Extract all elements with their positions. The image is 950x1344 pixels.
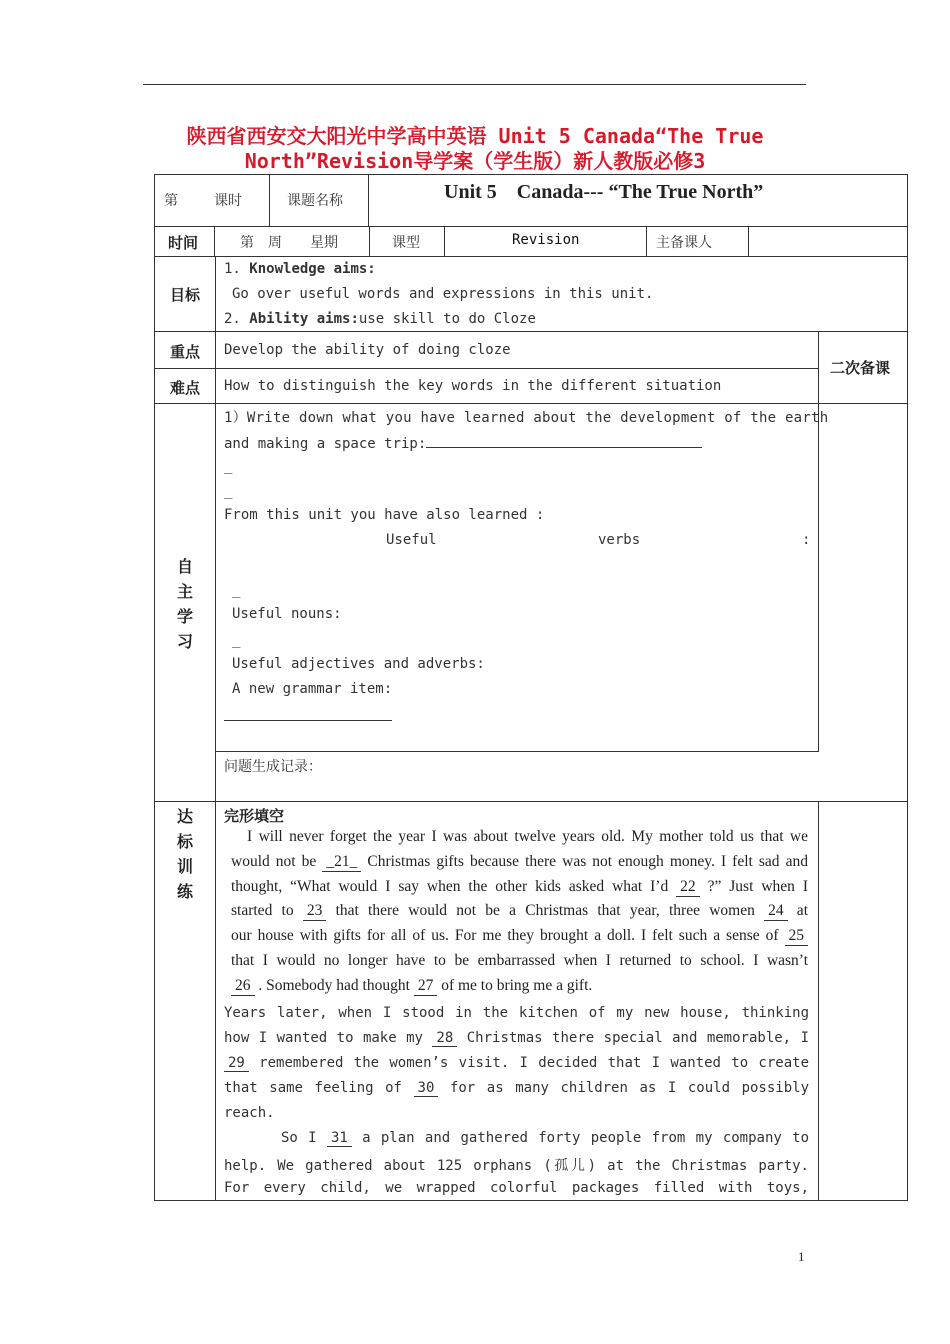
row-1 <box>154 174 908 226</box>
time-label-cell <box>154 226 215 256</box>
cloze-text: I will never forget the year I was about twelve years old. My mother told us that we <box>247 828 808 845</box>
cloze-text: help. We gathered about 125 orphans (孤儿) at the Christmas party. <box>224 1158 809 1174</box>
cloze-blank[interactable]: 30 <box>414 1080 439 1097</box>
type-cell <box>445 226 647 256</box>
cloze-line <box>224 1055 809 1080</box>
label-char: 练 <box>176 882 193 901</box>
dash-line: _ <box>224 458 233 474</box>
row-2 <box>154 226 908 256</box>
week-text: 第 周 星期 <box>240 235 338 251</box>
problem-record-label: 问题生成记录： <box>224 759 322 775</box>
cloze-text: reach. <box>224 1105 275 1121</box>
self-study-label <box>175 554 195 654</box>
cloze-text: of me to bring me a gift. <box>437 976 593 994</box>
grammar-item: A new grammar item: <box>232 681 393 697</box>
second-prep-label: 二次备课 <box>830 359 891 377</box>
goal-2-detail: use skill to do Cloze <box>358 311 536 327</box>
cloze-text: So I <box>281 1130 327 1146</box>
cloze-text: For every child, we wrapped colorful packages filled with toys, <box>224 1180 809 1196</box>
row-divider <box>154 801 908 802</box>
cloze-line <box>224 1005 809 1030</box>
dash-line: _ <box>232 632 241 648</box>
dash-line: _ <box>232 582 241 598</box>
cloze-text: how I wanted to make my <box>224 1030 433 1046</box>
difficulty-row <box>154 368 818 403</box>
goal-knowledge-detail: Go over useful words and expressions in this unit. <box>232 286 654 302</box>
goal-2-title: Ability aims: <box>249 311 359 327</box>
cloze-line <box>231 902 808 927</box>
title-line-1: 陕西省西安交大阳光中学高中英语 Unit 5 Canada“The True <box>186 124 764 148</box>
cloze-text: that I would no longer have to be embarrassed when I returned to school. I wasn’t <box>231 952 808 969</box>
cloze-line <box>224 1105 275 1121</box>
self-study-line-3: From this unit you have also learned : <box>224 507 545 523</box>
lesson-number-b: 课时 <box>214 193 242 209</box>
topic-label: 课题名称 <box>287 193 343 209</box>
grammar-answer-line[interactable] <box>224 720 392 721</box>
label-char: 主 <box>176 582 193 601</box>
cloze-blank[interactable]: 24 <box>764 902 788 921</box>
cloze-text: that there would not be a Christmas that year, three women <box>326 902 765 920</box>
answer-blank[interactable] <box>426 432 702 448</box>
cloze-text: Christmas gifts because there was not enough money. I felt sad and <box>361 852 808 870</box>
verbs-colon: : <box>802 532 811 548</box>
cloze-text: . Somebody had thought <box>254 976 414 994</box>
cloze-text: Christmas there special and memorable, I <box>457 1030 809 1046</box>
time-label: 时间 <box>168 234 199 252</box>
useful-adjectives: Useful adjectives and adverbs: <box>232 656 485 672</box>
cloze-text: for as many children as I could possibly <box>438 1080 809 1096</box>
cloze-text: remembered the women’s visit. I decided that I wanted to create <box>248 1055 809 1071</box>
type-value: Revision <box>512 232 580 248</box>
self-study-line-1: 1）Write down what you have learned about the development of the earth <box>224 410 829 426</box>
label-char: 习 <box>176 632 193 651</box>
cloze-line <box>224 1180 809 1205</box>
topic-title: Unit 5 Canada--- “The True North” <box>444 181 764 203</box>
page-number: 1 <box>798 1249 805 1264</box>
useful-nouns: Useful nouns: <box>232 606 342 622</box>
label-char: 自 <box>176 557 193 576</box>
teacher-label-cell <box>647 226 749 256</box>
topic-label-cell <box>270 174 369 226</box>
cloze-text: a plan and gathered forty people from my company to <box>351 1130 809 1146</box>
key-label: 重点 <box>170 343 201 361</box>
row-divider <box>154 403 908 404</box>
lesson-number-a: 第 <box>164 193 178 209</box>
cloze-blank[interactable]: 26 <box>231 977 255 996</box>
cloze-text: thought, “What would I say when the other kids asked what I’d <box>231 877 677 895</box>
cloze-text: Years later, when I stood in the kitchen of my new house, thinking <box>224 1005 809 1021</box>
label-char: 标 <box>176 832 193 851</box>
top-rule <box>143 84 806 85</box>
cloze-line <box>231 952 808 977</box>
week-cell <box>215 226 370 256</box>
cloze-text: at <box>787 902 808 920</box>
cloze-line <box>224 1155 809 1180</box>
cloze-blank[interactable]: 22 <box>676 878 700 897</box>
cloze-text: started to <box>231 902 303 920</box>
type-label: 课型 <box>392 235 420 251</box>
notes-column-divider <box>818 331 819 751</box>
practice-label <box>175 804 195 904</box>
goal-1-number: 1. <box>224 261 241 277</box>
document-title <box>150 124 800 174</box>
key-text: Develop the ability of doing cloze <box>224 342 511 358</box>
cloze-line <box>247 828 808 853</box>
dash-line: _ <box>224 483 233 499</box>
verbs-word: verbs <box>598 532 641 548</box>
difficulty-text: How to distinguish the key words in the different situation <box>224 378 722 394</box>
key-row <box>154 331 818 368</box>
cloze-text: ?” Just when I <box>699 877 808 895</box>
cloze-blank[interactable]: 23 <box>303 902 327 921</box>
cloze-blank[interactable]: 29 <box>224 1055 249 1072</box>
title-line-2: North”Revision导学案（学生版）新人教版必修3 <box>244 149 706 173</box>
cloze-line <box>281 1130 809 1155</box>
cloze-line <box>231 878 808 903</box>
goal-ability <box>224 311 536 327</box>
label-char: 训 <box>176 857 193 876</box>
cloze-line <box>231 927 808 952</box>
cloze-heading: 完形填空 <box>224 807 285 825</box>
label-char: 学 <box>176 607 193 626</box>
cloze-blank[interactable]: 27 <box>414 977 438 996</box>
topic-cell <box>369 174 908 226</box>
goals-row <box>154 256 908 331</box>
goal-2-number: 2. <box>224 311 241 327</box>
difficulty-label: 难点 <box>170 379 201 397</box>
goal-knowledge <box>224 261 376 277</box>
teacher-label: 主备课人 <box>656 235 712 251</box>
cloze-line <box>224 1080 809 1105</box>
cloze-text: our house with gifts for all of us. For me they brought a doll. I felt such a sense of <box>231 927 785 945</box>
notes-column-divider-2 <box>818 801 819 1201</box>
cloze-line <box>231 977 592 996</box>
self-study-line-2 <box>224 432 702 452</box>
cloze-blank[interactable]: 25 <box>785 927 809 946</box>
goals-label: 目标 <box>170 286 201 304</box>
cloze-text: would not be <box>231 852 323 870</box>
cloze-line <box>231 853 808 878</box>
self-study-prompt: and making a space trip: <box>224 436 427 452</box>
cloze-line <box>224 1030 809 1055</box>
cloze-blank[interactable]: 31 <box>327 1130 352 1147</box>
useful-word: Useful <box>386 532 437 548</box>
cloze-blank[interactable]: 28 <box>432 1030 457 1047</box>
lesson-number-cell <box>154 174 270 226</box>
cloze-text: that same feeling of <box>224 1080 414 1096</box>
cloze-blank[interactable]: _21_ <box>322 853 361 872</box>
goal-1-title: Knowledge aims: <box>249 261 376 277</box>
sub-divider <box>215 751 819 752</box>
label-char: 达 <box>176 807 193 826</box>
type-label-cell <box>370 226 445 256</box>
